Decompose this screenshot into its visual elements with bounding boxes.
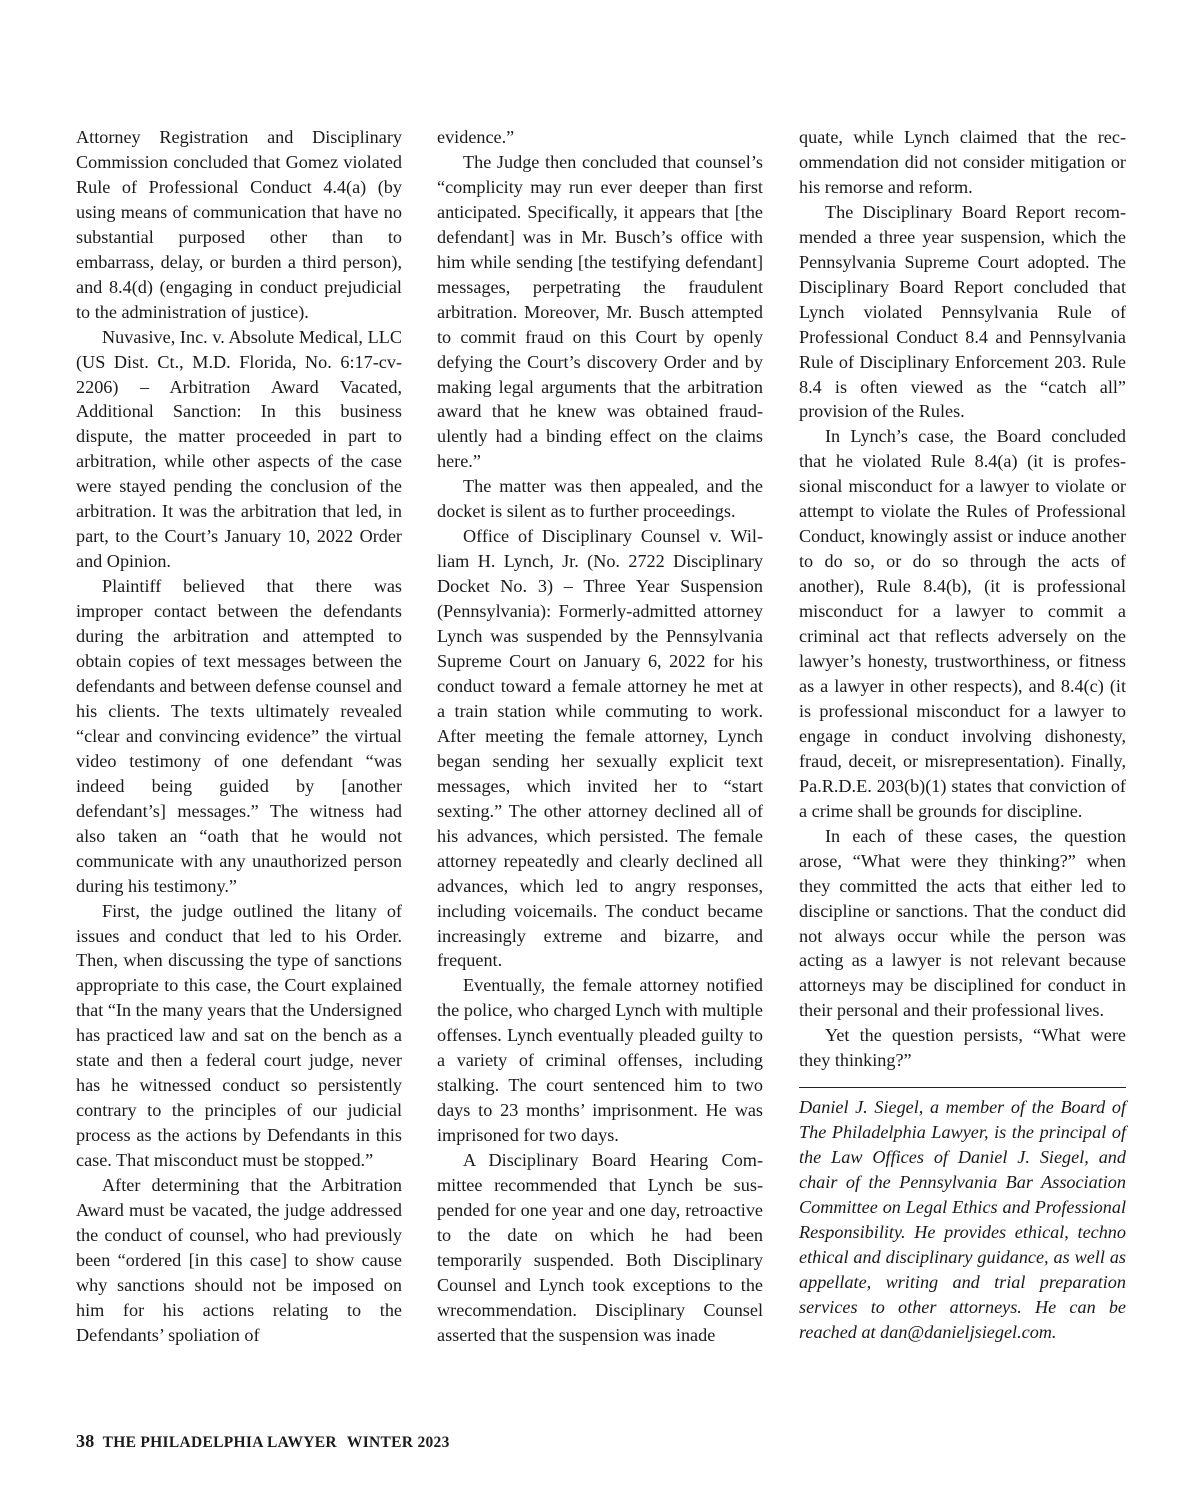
paragraph: Office of Disciplinary Counsel v. William H. Lynch, Jr. (No. 2722 Disciplinary Docket No. 3) – Three Year Suspension (Pennsylvania): Formerly-admitted attorney Lynch was suspended by the Pennsylvania Supreme Court on January 6, 2022 for his conduct toward a female attorney he met at a train station while commuting to work. After meeting the female attorney, Lynch began sending her sexually explicit text messages, which invited her to “start sexting.” The other attorney declined all of his advances, which persisted. The female attorney repeatedly and clearly declined all advances, which led to angry responses, including voicemails. The conduct became increasingly extreme and bizarre, and frequent. xyxy=(437,526,763,971)
publication-name: THE PHILADELPHIA LAWYER xyxy=(102,1434,337,1451)
paragraph: Yet the question persists, “What were they thinking?” xyxy=(799,1025,1126,1071)
paragraph: After determining that the Arbitration Award must be vacated, the judge addressed the conduct of counsel, who had previously been “ordered [in this case] to show cause why sanctions should not be imposed on him for his actions relating to the Defendants’ spoliation of xyxy=(76,1175,402,1345)
paragraph: The Disciplinary Board Report recommended a three year suspension, which the Pennsylvania Supreme Court adopted. The Disciplinary Board Report concluded that Lynch violated Pennsylvania Rule of Professional Conduct 8.4 and Pennsylvania Rule of Disciplinary Enforcement 203. Rule 8.4 is often viewed as the “catch all” provision of the Rules. xyxy=(799,201,1126,422)
paragraph: The Judge then concluded that counsel’s “complicity may run ever deeper than first anticipated. Specifically, it appears that [the defendant] was in Mr. Busch’s office with him while sending [the testifying defendant] messages, perpetrating the fraudulent arbitration. Moreover, Mr. Busch attempted to commit fraud on this Court by openly defying the Court’s discovery Order and by making legal arguments that the arbitration award that he knew was obtained fraudulently had a binding effect on the claims here.” xyxy=(437,151,763,472)
paragraph: Eventually, the female attorney notified the police, who charged Lynch with multiple offenses. Lynch eventually pleaded guilty to a variety of criminal offenses, including stalking. The court sentenced him to two days to 23 months’ imprisonment. He was imprisoned for two days. xyxy=(437,975,763,1146)
page-number: 38 xyxy=(76,1431,95,1451)
column-1 xyxy=(76,125,402,1348)
bio-divider xyxy=(799,1087,1126,1088)
paragraph: Plaintiff believed that there was improper contact between the defendants during the arbitration and attempted to obtain copies of text messages between the defendants and between defense counsel and his clients. The texts ultimately revealed “clear and convincing evidence” the virtual video testimony of one defendant “was indeed being guided by [another defendant’s] messages.” The witness had also taken an “oath that he would not communicate with any unauthorized person during his testimony.” xyxy=(76,576,402,896)
author-bio: Daniel J. Siegel, a member of the Board of The Philadelphia Lawyer, is the principal of the Law Offices of Daniel J. Siegel, and chair of the Pennsylvania Bar Association Committee on Legal Ethics and Professional Responsibility. He provides ethical, techno ethical and disciplinary guidance, as well as appellate, writing and trial preparation services to other attorneys. He can be reached at dan@danieljsiegel.com. xyxy=(799,1097,1126,1342)
paragraph: Nuvasive, Inc. v. Absolute Medical, LLC (US Dist. Ct., M.D. Florida, No. 6:17-cv-2206) – Arbitration Award Vacated, Additional Sanction: In this business dispute, the matter proceeded in part to arbitration, while other aspects of the case were stayed pending the conclusion of the arbitration. It was the arbitration that led, in part, to the Court’s January 10, 2022 Order and Opinion. xyxy=(76,326,402,572)
paragraph: In Lynch’s case, the Board concluded that he violated Rule 8.4(a) (it is professional misconduct for a lawyer to violate or attempt to violate the Rules of Professional Conduct, knowingly assist or induce another to do so, or do so through the acts of another), Rule 8.4(b), (it is professional misconduct for a lawyer to commit a criminal act that reflects adversely on the lawyer’s honesty, trustworthiness, or fitness as a lawyer in other respects), and 8.4(c) (it is professional misconduct for a lawyer to engage in conduct involving dishonesty, fraud, deceit, or misrepresentation). Finally, Pa.R.D.E. 203(b)(1) states that conviction of a crime shall be grounds for discipline. xyxy=(799,426,1126,821)
paragraph: In each of these cases, the question arose, “What were they thinking?” when they committed the acts that either led to discipline or sanctions. That the conduct did not always occur while the person was acting as a lawyer is not relevant because attorneys may be disciplined for conduct in their personal and their professional lives. xyxy=(799,825,1126,1021)
column-3 xyxy=(799,125,1126,1345)
paragraph: quate, while Lynch claimed that the recommendation did not consider mitigation or his remorse and reform. xyxy=(799,127,1126,197)
paragraph: The matter was then appealed, and the docket is silent as to further proceedings. xyxy=(437,476,763,522)
issue-date: WINTER 2023 xyxy=(346,1434,450,1451)
page-footer xyxy=(76,1431,450,1452)
paragraph: A Disciplinary Board Hearing Committee recommended that Lynch be suspended for one year and one day, retroactive to the date on which he had been temporarily suspended. Both Disciplinary Counsel and Lynch took exceptions to the wrecommendation. Disciplinary Counsel asserted that the suspension was inade xyxy=(437,1150,763,1345)
paragraph: First, the judge outlined the litany of issues and conduct that led to his Order. Then, when discussing the type of sanctions appropriate to this case, the Court explained that “In the many years that the Undersigned has practiced law and sat on the bench as a state and then a federal court judge, never has he witnessed conduct so persistently contrary to the principles of our judicial process as the actions by Defendants in this case. That misconduct must be stopped.” xyxy=(76,900,402,1171)
paragraph: Attorney Registration and Disciplinary Commission concluded that Gomez violated Rule of Professional Conduct 4.4(a) (by using means of communication that have no substantial purposed other than to embarrass, delay, or burden a third person), and 8.4(d) (engaging in conduct prejudicial to the administration of justice). xyxy=(76,127,402,322)
column-2 xyxy=(437,125,763,1348)
paragraph: evidence.” xyxy=(437,127,515,147)
